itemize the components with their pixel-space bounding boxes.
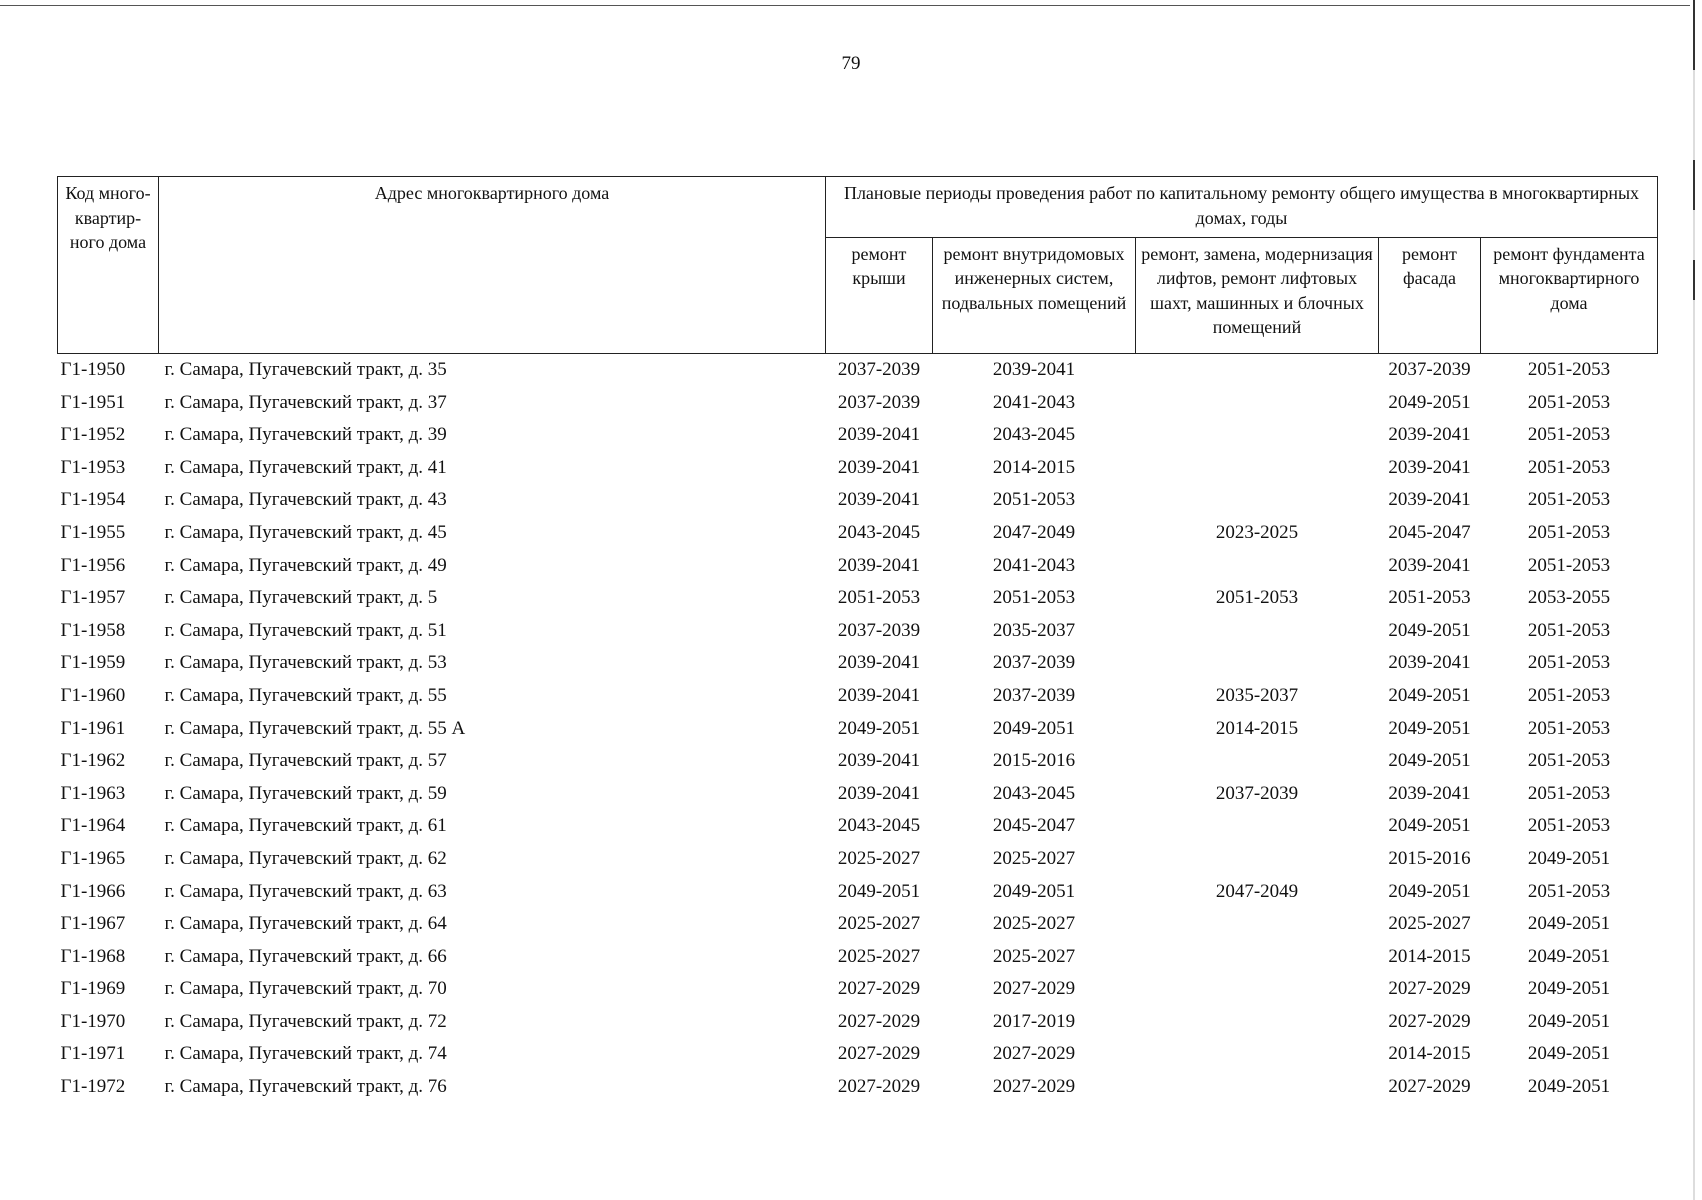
header-engineering: ремонт внутридомовых инженерных систем, подвальных помещений xyxy=(933,237,1136,353)
engineering-period: 2047-2049 xyxy=(992,521,1076,543)
house-code: Г1-1957 xyxy=(60,587,126,609)
elevators-period xyxy=(1136,452,1379,485)
foundation-period: 2051-2053 xyxy=(1527,359,1611,380)
elevators-period: 2035-2037 xyxy=(1215,684,1299,706)
roof-period: 2025-2027 xyxy=(837,913,921,935)
table-row xyxy=(58,1038,1658,1071)
elevators-period xyxy=(1136,810,1379,843)
elevators-period xyxy=(1136,1071,1379,1104)
engineering-period: 2015-2016 xyxy=(992,750,1076,772)
table-row xyxy=(58,778,1658,811)
elevators-period xyxy=(1136,908,1379,941)
foundation-period: 2051-2053 xyxy=(1527,684,1611,706)
engineering-period: 2037-2039 xyxy=(992,652,1076,674)
house-address: г. Самара, Пугачевский тракт, д. 74 xyxy=(164,1043,447,1065)
elevators-period xyxy=(1136,843,1379,876)
facade-period: 2027-2029 xyxy=(1388,1010,1471,1032)
elevators-period: 2023-2025 xyxy=(1215,521,1299,543)
engineering-period: 2049-2051 xyxy=(992,717,1076,739)
engineering-period: 2049-2051 xyxy=(992,880,1076,902)
foundation-period: 2051-2053 xyxy=(1527,554,1611,576)
facade-period: 2037-2039 xyxy=(1388,359,1471,380)
foundation-period: 2051-2053 xyxy=(1527,489,1611,511)
house-address: г. Самара, Пугачевский тракт, д. 63 xyxy=(164,880,447,902)
house-code: Г1-1965 xyxy=(60,847,126,869)
elevators-period xyxy=(1136,387,1379,420)
elevators-period xyxy=(1136,973,1379,1006)
elevators-period xyxy=(1136,1038,1379,1071)
roof-period: 2027-2029 xyxy=(837,978,921,1000)
roof-period: 2043-2045 xyxy=(837,521,921,543)
roof-period: 2039-2041 xyxy=(837,750,921,772)
foundation-period: 2051-2053 xyxy=(1527,750,1611,772)
table-row xyxy=(58,1071,1658,1104)
facade-period: 2015-2016 xyxy=(1388,847,1471,869)
foundation-period: 2051-2053 xyxy=(1527,717,1611,739)
table-row xyxy=(58,876,1658,909)
elevators-period xyxy=(1136,1006,1379,1039)
roof-period: 2025-2027 xyxy=(837,847,921,869)
elevators-period: 2014-2015 xyxy=(1215,717,1299,739)
table-row xyxy=(58,387,1658,420)
facade-period: 2049-2051 xyxy=(1388,619,1471,641)
roof-period: 2049-2051 xyxy=(837,880,921,902)
engineering-period: 2017-2019 xyxy=(992,1010,1076,1032)
foundation-period: 2049-2051 xyxy=(1527,847,1611,869)
capital-repair-table xyxy=(57,176,1658,1104)
facade-period: 2025-2027 xyxy=(1388,913,1471,935)
engineering-period: 2027-2029 xyxy=(992,978,1076,1000)
facade-period: 2049-2051 xyxy=(1388,750,1471,772)
house-code: Г1-1958 xyxy=(60,619,126,641)
engineering-period: 2041-2043 xyxy=(992,391,1076,413)
table-row xyxy=(58,843,1658,876)
table-row xyxy=(58,419,1658,452)
house-code: Г1-1971 xyxy=(60,1043,126,1065)
house-code: Г1-1967 xyxy=(60,913,126,935)
house-address: г. Самара, Пугачевский тракт, д. 62 xyxy=(164,847,447,869)
house-address: г. Самара, Пугачевский тракт, д. 39 xyxy=(164,424,447,446)
foundation-period: 2051-2053 xyxy=(1527,815,1611,837)
scan-edge-top xyxy=(0,5,1690,6)
header-elevators: ремонт, замена, модернизация лифтов, ремонт лифтовых шахт, машинных и блочных помещений xyxy=(1136,237,1379,353)
roof-period: 2039-2041 xyxy=(837,782,921,804)
house-address: г. Самара, Пугачевский тракт, д. 45 xyxy=(164,521,447,543)
engineering-period: 2051-2053 xyxy=(992,489,1076,511)
header-address: Адрес многоквартирного дома xyxy=(159,177,826,354)
house-address: г. Самара, Пугачевский тракт, д. 59 xyxy=(164,782,447,804)
header-code: Код много-квартир-ного дома xyxy=(58,177,159,354)
roof-period: 2027-2029 xyxy=(837,1076,921,1098)
elevators-period xyxy=(1136,484,1379,517)
facade-period: 2039-2041 xyxy=(1388,424,1471,446)
roof-period: 2039-2041 xyxy=(837,684,921,706)
scan-mark xyxy=(1693,160,1695,210)
house-code: Г1-1960 xyxy=(60,684,126,706)
roof-period: 2039-2041 xyxy=(837,489,921,511)
house-address: г. Самара, Пугачевский тракт, д. 76 xyxy=(164,1076,447,1098)
foundation-period: 2051-2053 xyxy=(1527,521,1611,543)
roof-period: 2039-2041 xyxy=(837,456,921,478)
house-address: г. Самара, Пугачевский тракт, д. 35 xyxy=(164,359,447,380)
header-planned-periods: Плановые периоды проведения работ по капитальному ремонту общего имущества в многоквартирных домах, годы xyxy=(826,177,1658,238)
house-code: Г1-1959 xyxy=(60,652,126,674)
facade-period: 2027-2029 xyxy=(1388,1076,1471,1098)
table-row xyxy=(58,745,1658,778)
engineering-period: 2037-2039 xyxy=(992,684,1076,706)
table-row xyxy=(58,973,1658,1006)
foundation-period: 2049-2051 xyxy=(1527,1043,1611,1065)
foundation-period: 2049-2051 xyxy=(1527,913,1611,935)
elevators-period xyxy=(1136,647,1379,680)
table-row xyxy=(58,680,1658,713)
house-code: Г1-1972 xyxy=(60,1076,126,1098)
house-address: г. Самара, Пугачевский тракт, д. 64 xyxy=(164,913,447,935)
elevators-period xyxy=(1136,941,1379,974)
house-address: г. Самара, Пугачевский тракт, д. 55 А xyxy=(164,717,466,739)
engineering-period: 2051-2053 xyxy=(992,587,1076,609)
facade-period: 2049-2051 xyxy=(1388,815,1471,837)
roof-period: 2037-2039 xyxy=(837,391,921,413)
facade-period: 2039-2041 xyxy=(1388,456,1471,478)
foundation-period: 2049-2051 xyxy=(1527,1076,1611,1098)
header-foundation: ремонт фундамента многоквартирного дома xyxy=(1481,237,1658,353)
house-code: Г1-1970 xyxy=(60,1010,126,1032)
house-code: Г1-1954 xyxy=(60,489,126,511)
engineering-period: 2043-2045 xyxy=(992,424,1076,446)
house-code: Г1-1966 xyxy=(60,880,126,902)
roof-period: 2037-2039 xyxy=(837,619,921,641)
house-code: Г1-1962 xyxy=(60,750,126,772)
house-code: Г1-1969 xyxy=(60,978,126,1000)
engineering-period: 2025-2027 xyxy=(992,945,1076,967)
facade-period: 2039-2041 xyxy=(1388,782,1471,804)
table-row xyxy=(58,582,1658,615)
facade-period: 2049-2051 xyxy=(1388,880,1471,902)
facade-period: 2014-2015 xyxy=(1388,1043,1471,1065)
table-row xyxy=(58,1006,1658,1039)
engineering-period: 2027-2029 xyxy=(992,1043,1076,1065)
house-address: г. Самара, Пугачевский тракт, д. 49 xyxy=(164,554,447,576)
house-address: г. Самара, Пугачевский тракт, д. 66 xyxy=(164,945,447,967)
engineering-period: 2027-2029 xyxy=(992,1076,1076,1098)
elevators-period xyxy=(1136,615,1379,648)
roof-period: 2039-2041 xyxy=(837,652,921,674)
engineering-period: 2025-2027 xyxy=(992,913,1076,935)
table-row xyxy=(58,908,1658,941)
roof-period: 2039-2041 xyxy=(837,554,921,576)
engineering-period: 2035-2037 xyxy=(992,619,1076,641)
roof-period: 2039-2041 xyxy=(837,424,921,446)
facade-period: 2049-2051 xyxy=(1388,684,1471,706)
page-number: 79 xyxy=(841,53,861,74)
table-row xyxy=(58,354,1658,387)
table-row xyxy=(58,941,1658,974)
house-code: Г1-1953 xyxy=(60,456,126,478)
table-row xyxy=(58,647,1658,680)
house-code: Г1-1952 xyxy=(60,424,126,446)
foundation-period: 2051-2053 xyxy=(1527,424,1611,446)
engineering-period: 2014-2015 xyxy=(992,456,1076,478)
foundation-period: 2051-2053 xyxy=(1527,652,1611,674)
house-address: г. Самара, Пугачевский тракт, д. 41 xyxy=(164,456,447,478)
elevators-period xyxy=(1136,354,1379,387)
engineering-period: 2025-2027 xyxy=(992,847,1076,869)
foundation-period: 2049-2051 xyxy=(1527,945,1611,967)
facade-period: 2027-2029 xyxy=(1388,978,1471,1000)
facade-period: 2039-2041 xyxy=(1388,554,1471,576)
roof-period: 2037-2039 xyxy=(837,359,921,380)
house-address: г. Самара, Пугачевский тракт, д. 5 xyxy=(164,587,438,609)
foundation-period: 2049-2051 xyxy=(1527,978,1611,1000)
engineering-period: 2045-2047 xyxy=(992,815,1076,837)
house-code: Г1-1968 xyxy=(60,945,126,967)
house-address: г. Самара, Пугачевский тракт, д. 61 xyxy=(164,815,447,837)
foundation-period: 2051-2053 xyxy=(1527,880,1611,902)
table-row xyxy=(58,452,1658,485)
table-row xyxy=(58,615,1658,648)
facade-period: 2039-2041 xyxy=(1388,652,1471,674)
foundation-period: 2051-2053 xyxy=(1527,782,1611,804)
facade-period: 2039-2041 xyxy=(1388,489,1471,511)
house-address: г. Самара, Пугачевский тракт, д. 53 xyxy=(164,652,447,674)
facade-period: 2051-2053 xyxy=(1388,587,1471,609)
facade-period: 2049-2051 xyxy=(1388,391,1471,413)
table-row xyxy=(58,484,1658,517)
elevators-period xyxy=(1136,745,1379,778)
facade-period: 2045-2047 xyxy=(1388,521,1471,543)
house-code: Г1-1950 xyxy=(60,359,126,380)
scan-mark xyxy=(1693,260,1695,300)
foundation-period: 2049-2051 xyxy=(1527,1010,1611,1032)
house-code: Г1-1956 xyxy=(60,554,126,576)
house-address: г. Самара, Пугачевский тракт, д. 70 xyxy=(164,978,447,1000)
house-address: г. Самара, Пугачевский тракт, д. 72 xyxy=(164,1010,447,1032)
elevators-period xyxy=(1136,419,1379,452)
roof-period: 2049-2051 xyxy=(837,717,921,739)
facade-period: 2049-2051 xyxy=(1388,717,1471,739)
table-row xyxy=(58,810,1658,843)
house-address: г. Самара, Пугачевский тракт, д. 37 xyxy=(164,391,447,413)
roof-period: 2027-2029 xyxy=(837,1010,921,1032)
elevators-period: 2047-2049 xyxy=(1215,880,1299,902)
roof-period: 2025-2027 xyxy=(837,945,921,967)
table-row xyxy=(58,713,1658,746)
elevators-period: 2051-2053 xyxy=(1215,587,1299,609)
header-roof: ремонт крыши xyxy=(826,237,933,353)
house-code: Г1-1963 xyxy=(60,782,126,804)
roof-period: 2027-2029 xyxy=(837,1043,921,1065)
elevators-period: 2037-2039 xyxy=(1215,782,1299,804)
engineering-period: 2043-2045 xyxy=(992,782,1076,804)
foundation-period: 2051-2053 xyxy=(1527,391,1611,413)
roof-period: 2051-2053 xyxy=(837,587,921,609)
foundation-period: 2053-2055 xyxy=(1527,587,1611,609)
house-address: г. Самара, Пугачевский тракт, д. 57 xyxy=(164,750,447,772)
roof-period: 2043-2045 xyxy=(837,815,921,837)
table-body xyxy=(58,354,1658,1104)
foundation-period: 2051-2053 xyxy=(1527,456,1611,478)
house-code: Г1-1964 xyxy=(60,815,126,837)
foundation-period: 2051-2053 xyxy=(1527,619,1611,641)
elevators-period xyxy=(1136,550,1379,583)
engineering-period: 2041-2043 xyxy=(992,554,1076,576)
engineering-period: 2039-2041 xyxy=(992,359,1076,380)
house-address: г. Самара, Пугачевский тракт, д. 51 xyxy=(164,619,447,641)
facade-period: 2014-2015 xyxy=(1388,945,1471,967)
house-address: г. Самара, Пугачевский тракт, д. 55 xyxy=(164,684,447,706)
header-facade: ремонт фасада xyxy=(1379,237,1481,353)
house-address: г. Самара, Пугачевский тракт, д. 43 xyxy=(164,489,447,511)
table-row xyxy=(58,517,1658,550)
house-code: Г1-1951 xyxy=(60,391,126,413)
house-code: Г1-1955 xyxy=(60,521,126,543)
table-row xyxy=(58,550,1658,583)
house-code: Г1-1961 xyxy=(60,717,126,739)
